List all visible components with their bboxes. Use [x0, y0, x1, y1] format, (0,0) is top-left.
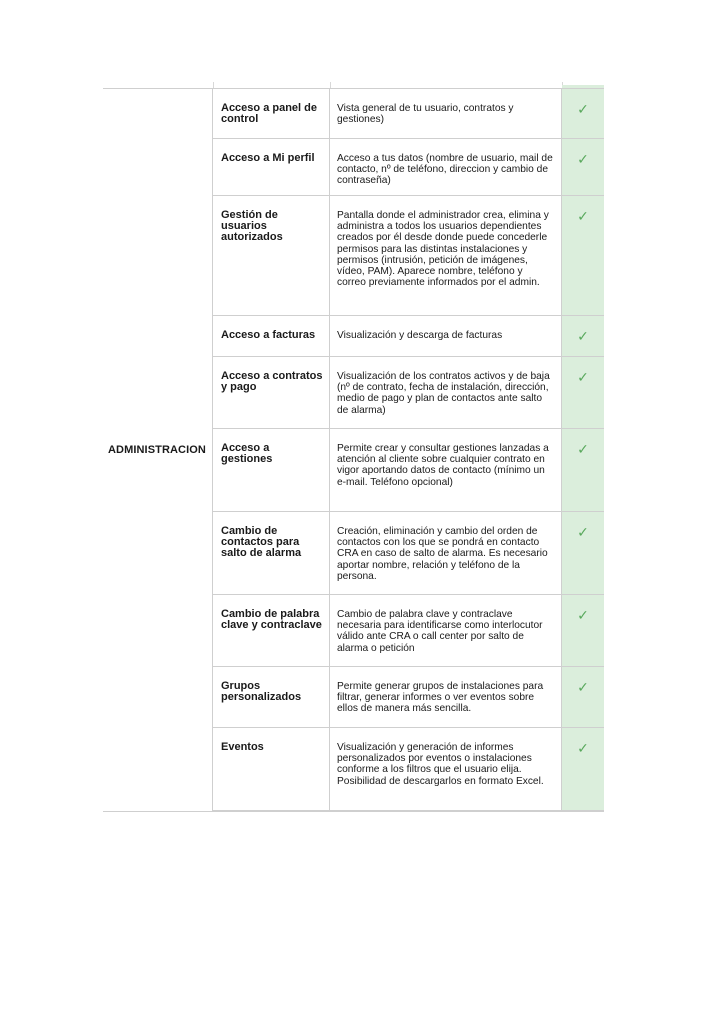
- feature-description-2: Acceso a tus datos (nombre de usuario, mail de contacto, nº de teléfono, direccion y cambio de contraseña): [330, 139, 562, 196]
- check-icon-2: ✓: [562, 139, 604, 196]
- feature-name-3: Gestión de usuarios autorizados: [213, 196, 330, 316]
- check-icon-7: ✓: [562, 512, 604, 595]
- feature-name-6: Acceso a gestiones: [213, 429, 330, 512]
- feature-name-5: Acceso a contratos y pago: [213, 357, 330, 429]
- feature-description-1: Vista general de tu usuario, contratos y gestiones): [330, 88, 562, 139]
- check-icon-9: ✓: [562, 667, 604, 728]
- check-icon-5: ✓: [562, 357, 604, 429]
- feature-description-6: Permite crear y consultar gestiones lanzadas a atención al cliente sobre cualquier contrato en vigor aportando datos de contacto (mínimo un e-mail. Teléfono opcional): [330, 429, 562, 512]
- feature-name-8: Cambio de palabra clave y contraclave: [213, 595, 330, 667]
- check-icon-10: ✓: [562, 728, 604, 811]
- feature-name-7: Cambio de contactos para salto de alarma: [213, 512, 330, 595]
- check-icon-8: ✓: [562, 595, 604, 667]
- check-icon-6: ✓: [562, 429, 604, 512]
- table-grid: [103, 88, 604, 812]
- feature-name-2: Acceso a Mi perfil: [213, 139, 330, 196]
- feature-name-4: Acceso a facturas: [213, 316, 330, 357]
- feature-description-8: Cambio de palabra clave y contraclave necesaria para identificarse como interlocutor válido ante CRA o call center por salto de alarma o petición: [330, 595, 562, 667]
- feature-name-10: Eventos: [213, 728, 330, 811]
- feature-description-4: Visualización y descarga de facturas: [330, 316, 562, 357]
- check-icon-4: ✓: [562, 316, 604, 357]
- feature-description-10: Visualización y generación de informes personalizados por eventos o instalaciones conforme a los filtros que el usuario elija. Posibilidad de descargarlos en formato Excel.: [330, 728, 562, 811]
- section-label: ADMINISTRACION: [103, 88, 213, 811]
- feature-description-3: Pantalla donde el administrador crea, elimina y administra a todos los usuarios dependientes creados por él desde donde puede concederle permisos para las distintas instalaciones y permisos (intrusión, petición de imágenes, vídeo, PAM). Aparece nombre, teléfono y correo previamente informados por el admin.: [330, 196, 562, 316]
- feature-name-1: Acceso a panel de control: [213, 88, 330, 139]
- features-table: [103, 88, 604, 812]
- feature-name-9: Grupos personalizados: [213, 667, 330, 728]
- check-icon-1: ✓: [562, 88, 604, 139]
- check-icon-3: ✓: [562, 196, 604, 316]
- feature-description-7: Creación, eliminación y cambio del orden de contactos con los que se pondrá en contacto CRA en caso de salto de alarma. Es necesario aportar nombre, relación y teléfono de la persona.: [330, 512, 562, 595]
- feature-description-9: Permite generar grupos de instalaciones para filtrar, generar informes o ver eventos sobre ellos de manera más sencilla.: [330, 667, 562, 728]
- feature-description-5: Visualización de los contratos activos y de baja (nº de contrato, fecha de instalación, dirección, medio de pago y plan de contactos ante salto de alarma): [330, 357, 562, 429]
